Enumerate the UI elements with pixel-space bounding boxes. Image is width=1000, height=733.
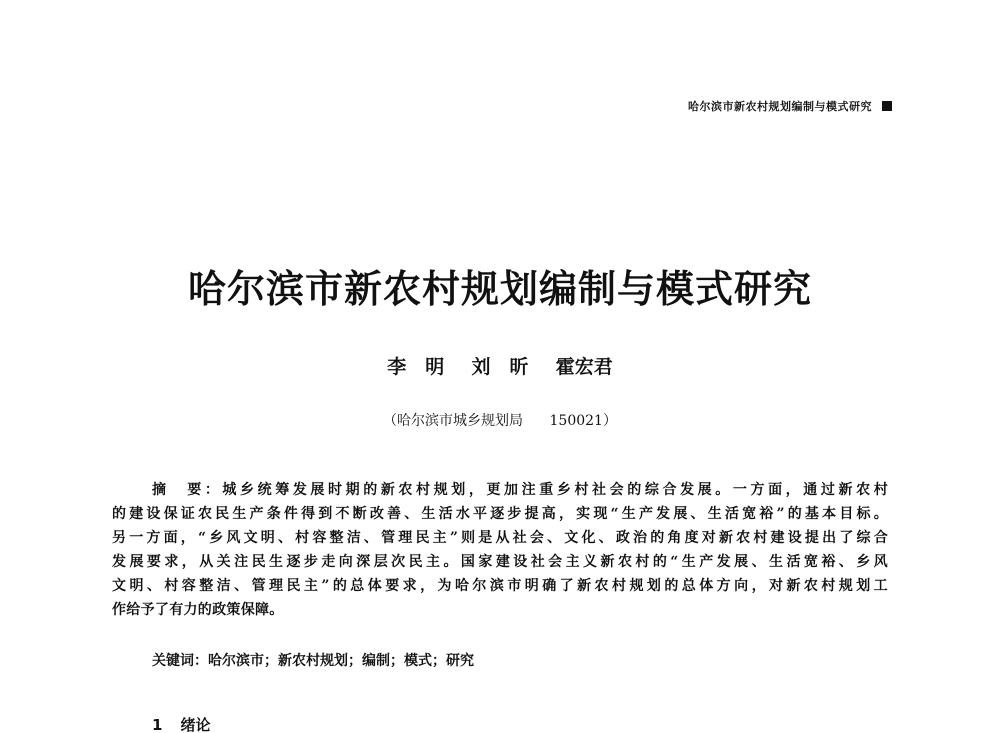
abstract-line-6: 作给予了有力的政策保障。 <box>112 602 284 618</box>
section-number: 1 <box>152 716 163 733</box>
abstract-line-1 <box>112 478 888 502</box>
author-1: 李 明 <box>387 356 445 378</box>
author-3: 霍宏君 <box>555 356 613 378</box>
keywords <box>152 650 474 670</box>
abstract-label: 摘 要 <box>152 482 205 498</box>
abstract-line-5: 文明、村容整洁、管理民主”的总体要求，为哈尔滨市明确了新农村规划的总体方向，对新农村规划工 <box>112 578 888 594</box>
abstract-line-3: 另一方面，“乡风文明、村容整洁、管理民主”则是从社会、文化、政治的角度对新农村建设提出了综合 <box>112 530 888 546</box>
abstract-line-2: 的建设保证农民生产条件得到不断改善、生活水平逐步提高，实现“生产发展、生活宽裕”的基本目标。 <box>112 506 888 522</box>
author-2: 刘 昕 <box>471 356 529 378</box>
author-list <box>0 352 1000 379</box>
paper-title: 哈尔滨市新农村规划编制与模式研究 <box>187 266 812 311</box>
running-header-title: 哈尔滨市新农村规划编制与模式研究 <box>688 100 872 113</box>
keywords-text: ：哈尔滨市；新农村规划；编制；模式；研究 <box>194 653 474 669</box>
section-title: 绪论 <box>180 716 211 733</box>
affiliation-postcode: 150021） <box>549 413 617 429</box>
header-square-icon <box>882 101 892 111</box>
abstract <box>112 478 888 622</box>
abstract-text-1: ：城乡统筹发展时期的新农村规划，更加注重乡村社会的综合发展。一方面，通过新农村 <box>204 482 888 498</box>
section-heading <box>152 714 210 733</box>
affiliation-org: （哈尔滨市城乡规划局 <box>383 413 524 429</box>
keywords-label: 关键词 <box>152 653 194 669</box>
abstract-line-4: 发展要求，从关注民生逐步走向深层次民主。国家建设社会主义新农村的“生产发展、生活宽裕、乡风 <box>112 554 888 570</box>
affiliation <box>0 410 1000 430</box>
running-header <box>688 98 892 114</box>
